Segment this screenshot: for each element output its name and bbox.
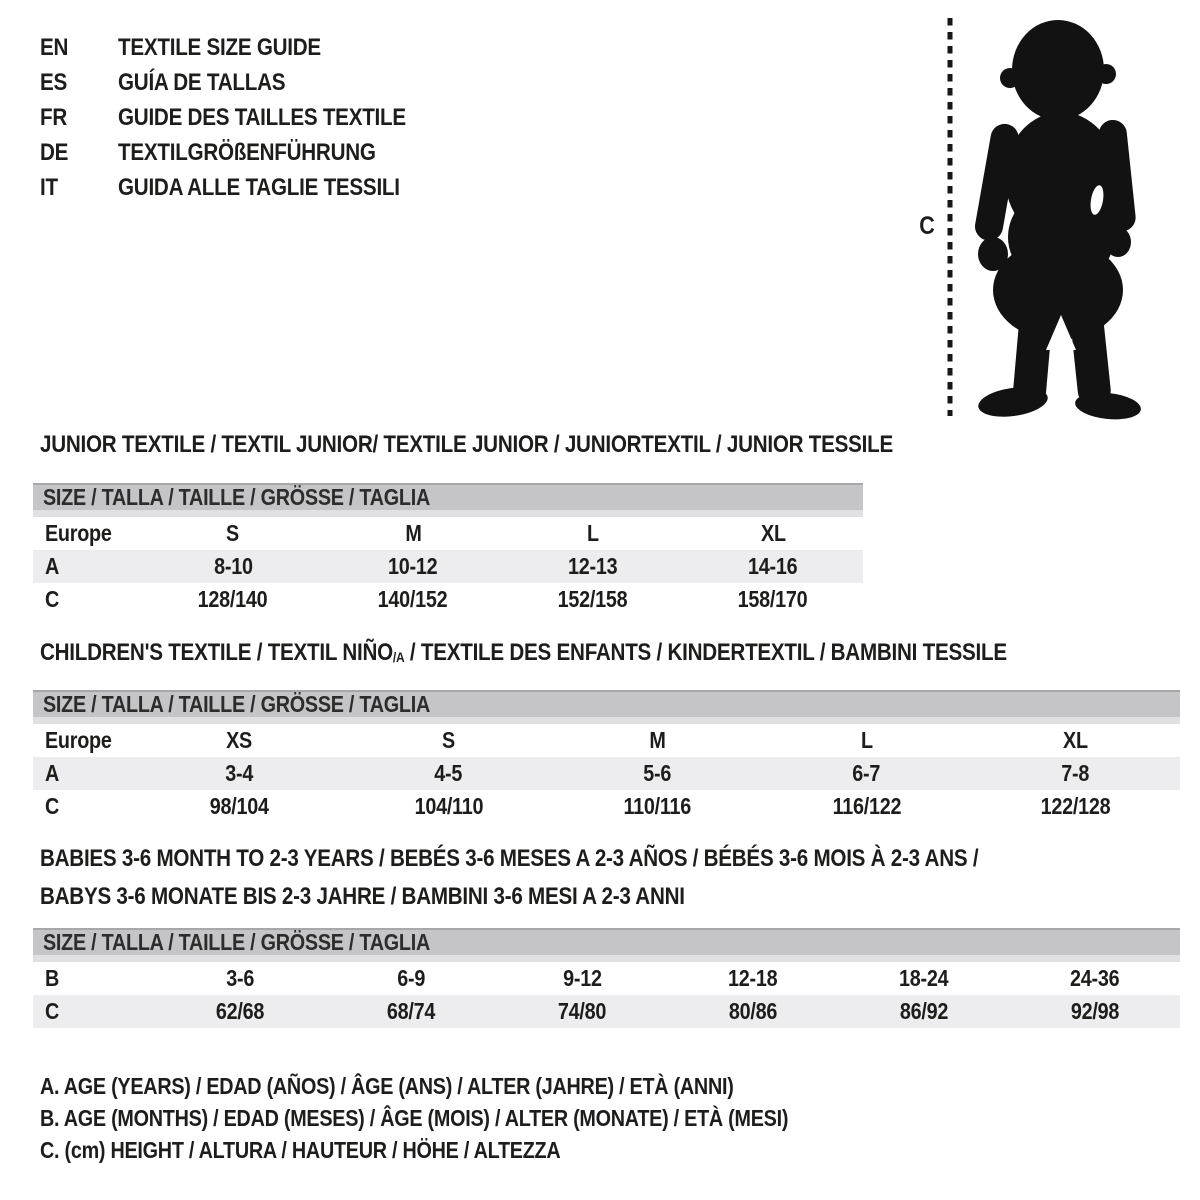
value-cell: 5-6 xyxy=(643,760,672,786)
language-title: GUIDA ALLE TAGLIE TESSILI xyxy=(118,173,400,201)
size-cell: L xyxy=(587,520,599,546)
value-cell: 98/104 xyxy=(210,793,269,819)
language-title: TEXTILGRÖßENFÜHRUNG xyxy=(118,138,376,166)
size-cell: L xyxy=(860,727,873,753)
language-code: FR xyxy=(40,103,68,131)
junior-size-table xyxy=(33,483,863,616)
size-cell: M xyxy=(404,520,422,546)
size-cell: XL xyxy=(760,520,786,546)
language-title-list xyxy=(40,30,453,205)
value-cell: 92/98 xyxy=(1070,998,1119,1024)
size-header-strip xyxy=(33,717,1180,724)
silhouette-head xyxy=(1012,20,1104,120)
value-cell: 6-7 xyxy=(852,760,881,786)
value-cell: 4-5 xyxy=(434,760,463,786)
value-cell: 24-36 xyxy=(1069,965,1120,991)
table-row xyxy=(33,550,863,583)
language-row xyxy=(40,30,453,65)
value-cell: 152/158 xyxy=(558,586,628,612)
junior-section-title: JUNIOR TEXTILE / TEXTIL JUNIOR/ TEXTILE JUNIOR / JUNIORTEXTIL / JUNIOR TESSILE xyxy=(40,431,893,458)
legend-line-c: C. (cm) HEIGHT / ALTURA / HAUTEUR / HÖHE / ALTEZZA xyxy=(40,1137,561,1163)
value-cell: 158/170 xyxy=(738,586,808,612)
size-header-bar: SIZE / TALLA / TAILLE / GRÖSSE / TAGLIA xyxy=(33,483,863,510)
value-cell: 12-13 xyxy=(568,553,618,579)
value-cell: 74/80 xyxy=(557,998,607,1024)
size-cell: S xyxy=(442,727,455,753)
value-cell: 116/122 xyxy=(832,793,901,819)
region-label-cell: Europe xyxy=(45,727,112,753)
value-cell: 128/140 xyxy=(198,586,268,612)
children-size-table xyxy=(33,690,1180,823)
table-row xyxy=(33,962,1180,995)
value-cell: 110/116 xyxy=(623,793,692,819)
size-header-bar: SIZE / TALLA / TAILLE / GRÖSSE / TAGLIA xyxy=(33,690,1180,717)
value-cell: 68/74 xyxy=(387,998,436,1024)
row-label-cell: C xyxy=(45,586,60,612)
size-cell: S xyxy=(226,520,240,546)
value-cell: 80/86 xyxy=(728,998,778,1024)
legend-line-a: A. AGE (YEARS) / EDAD (AÑOS) / ÂGE (ANS) / ALTER (JAHRE) / ETÀ (ANNI) xyxy=(40,1073,734,1099)
row-label-cell: C xyxy=(45,793,60,819)
value-cell: 9-12 xyxy=(562,965,602,991)
children-section-title: CHILDREN'S TEXTILE / TEXTIL NIÑO/A / TEXTILE DES ENFANTS / KINDERTEXTIL / BAMBINI TESSILE xyxy=(40,639,1007,666)
size-labels-row xyxy=(33,724,1180,757)
value-cell: 104/110 xyxy=(414,793,483,819)
babies-section-title-line2: BABYS 3-6 MONATE BIS 2-3 JAHRE / BAMBINI 3-6 MESI A 2-3 ANNI xyxy=(40,883,685,910)
value-cell: 7-8 xyxy=(1061,760,1090,786)
language-row xyxy=(40,170,453,205)
value-cell: 10-12 xyxy=(388,553,438,579)
value-cell: 6-9 xyxy=(397,965,426,991)
babies-section-title-line1: BABIES 3-6 MONTH TO 2-3 YEARS / BEBÉS 3-6 MESES A 2-3 AÑOS / BÉBÉS 3-6 MOIS À 2-3 ANS / xyxy=(40,845,979,872)
height-measure-label: C xyxy=(919,212,935,240)
value-cell: 140/152 xyxy=(378,586,448,612)
row-label-cell: A xyxy=(45,553,60,579)
table-row xyxy=(33,790,1180,823)
value-cell: 14-16 xyxy=(748,553,798,579)
size-cell: XL xyxy=(1063,727,1088,753)
row-label-cell: B xyxy=(45,965,60,991)
language-title: GUÍA DE TALLAS xyxy=(118,68,286,96)
value-cell: 12-18 xyxy=(728,965,778,991)
babies-size-table xyxy=(33,928,1180,1028)
size-cell: M xyxy=(649,727,666,753)
language-code: IT xyxy=(40,173,58,201)
size-cell: XS xyxy=(226,727,253,753)
size-header-bar: SIZE / TALLA / TAILLE / GRÖSSE / TAGLIA xyxy=(33,928,1180,955)
baby-silhouette-icon xyxy=(973,20,1142,420)
language-row xyxy=(40,65,453,100)
table-row xyxy=(33,757,1180,790)
language-title: TEXTILE SIZE GUIDE xyxy=(118,33,321,61)
language-code: EN xyxy=(40,33,69,61)
value-cell: 8-10 xyxy=(213,553,253,579)
value-cell: 18-24 xyxy=(899,965,949,991)
region-label-cell: Europe xyxy=(45,520,112,546)
language-code: ES xyxy=(40,68,68,96)
language-row xyxy=(40,135,453,170)
language-title: GUIDE DES TAILLES TEXTILE xyxy=(118,103,406,131)
value-cell: 3-6 xyxy=(226,965,255,991)
language-code: DE xyxy=(40,138,69,166)
value-cell: 122/128 xyxy=(1040,793,1111,819)
value-cell: 3-4 xyxy=(225,760,254,786)
value-cell: 62/68 xyxy=(216,998,265,1024)
value-cell: 86/92 xyxy=(899,998,948,1024)
row-label-cell: A xyxy=(45,760,60,786)
row-label-cell: C xyxy=(45,998,60,1024)
language-row xyxy=(40,100,453,135)
legend-line-b: B. AGE (MONTHS) / EDAD (MESES) / ÂGE (MOIS) / ALTER (MONATE) / ETÀ (MESI) xyxy=(40,1105,789,1131)
size-labels-row xyxy=(33,517,863,550)
measurement-legend xyxy=(40,1070,910,1166)
table-row xyxy=(33,583,863,616)
size-header-strip xyxy=(33,955,1180,962)
size-header-strip xyxy=(33,510,863,517)
table-row xyxy=(33,995,1180,1028)
